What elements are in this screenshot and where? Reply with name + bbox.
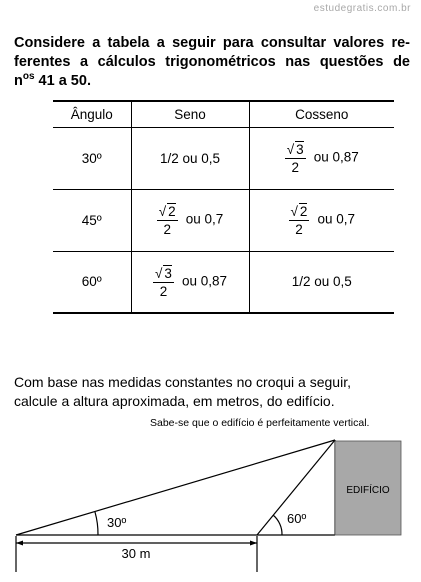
table-row — [53, 189, 394, 251]
angle-cell: 45º — [53, 189, 131, 251]
angle-label-30: 30º — [107, 515, 127, 530]
header-angle: Ângulo — [53, 101, 131, 127]
cosine-cell: $\frac{√ 3}{2}$ ou 0,87 — [249, 127, 394, 189]
fraction: $\frac{√ 2}{2}$ — [290, 204, 308, 237]
dimension-arrow-left — [16, 541, 23, 546]
sine-cell: 1/2 ou 0,5 — [131, 127, 249, 189]
angle-cell: 30º — [53, 127, 131, 189]
sine-cell: $\frac{√ 2}{2}$ ou 0,7 — [131, 189, 249, 251]
fraction: $\frac{√ 2}{2}$ — [158, 204, 176, 237]
distance-label: 30 m — [121, 546, 151, 561]
cosine-cell: $\frac{√ 2}{2}$ ou 0,7 — [249, 189, 394, 251]
header-sine: Seno — [131, 101, 249, 127]
triangle-sketch — [0, 430, 421, 582]
trig-table — [53, 100, 394, 314]
angle-arc-30 — [95, 512, 98, 535]
header-cosine: Cosseno — [249, 101, 394, 127]
question-text — [14, 373, 414, 411]
question-line-2: calcule a altura aproximada, em metros, do edifício. — [14, 393, 335, 409]
fraction: $\frac{√ 3}{2}$ — [286, 142, 304, 175]
table-row — [53, 251, 394, 313]
cosine-cell: 1/2 ou 0,5 — [249, 251, 394, 313]
table-header-row — [53, 101, 394, 127]
building-label: EDIFÍCIO — [346, 485, 390, 496]
sine-cell: $\frac{√ 3}{2}$ ou 0,87 — [131, 251, 249, 313]
angle-cell: 60º — [53, 251, 131, 313]
intro-line-2: ferentes a cálculos trigonométricos nas questões de — [14, 54, 410, 70]
figure-note: Sabe-se que o edifício é perfeitamente vertical. — [150, 417, 370, 429]
intro-line-3: $n^{os}$ 41 a 50. — [14, 71, 91, 89]
angle-arc-60 — [273, 515, 282, 535]
intro-line-1: Considere a tabela a seguir para consultar valores re- — [14, 35, 410, 51]
angle-label-60: 60º — [287, 511, 307, 526]
table-row — [53, 127, 394, 189]
question-line-1: Com base nas medidas constantes no croqui a seguir, — [14, 374, 351, 390]
watermark: estudegratis.com.br — [313, 3, 411, 14]
fraction: $\frac{√ 3}{2}$ — [155, 265, 172, 299]
dimension-arrow-right — [250, 541, 257, 546]
intro-text — [14, 34, 410, 91]
